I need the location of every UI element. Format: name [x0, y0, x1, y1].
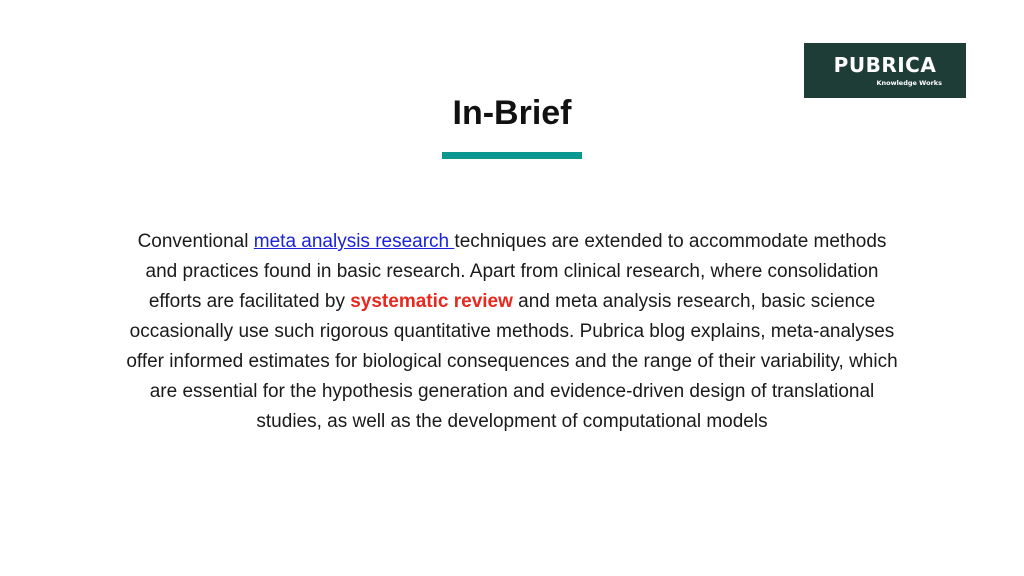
- paragraph-text-2: techniques are extended to accommodate methods and practices found in basic research. Apart from clinical research, where consolidation efforts are facilitated by: [145, 231, 887, 312]
- logo-wordmark: PUBRICA: [833, 53, 937, 77]
- logo-tagline: Knowledge Works: [876, 79, 942, 87]
- meta-analysis-research-link[interactable]: meta analysis research: [253, 231, 455, 252]
- pubrica-logo: [804, 43, 966, 98]
- paragraph-text-1: Conventional: [137, 231, 254, 252]
- page-title: In-Brief: [452, 94, 572, 132]
- systematic-review-emphasis: systematic review: [350, 291, 513, 312]
- paragraph-text-3: and meta analysis research, basic science occasionally use such rigorous quantitative methods. Pubrica blog explains, meta-analyses offer informed estimates for biological consequences and the range of their variability, which are essential for the hypothesis generation and evidence-driven design of translational studies, as well as the development of computational models: [126, 291, 898, 432]
- body-paragraph: [122, 227, 902, 437]
- title-underline: [442, 152, 582, 159]
